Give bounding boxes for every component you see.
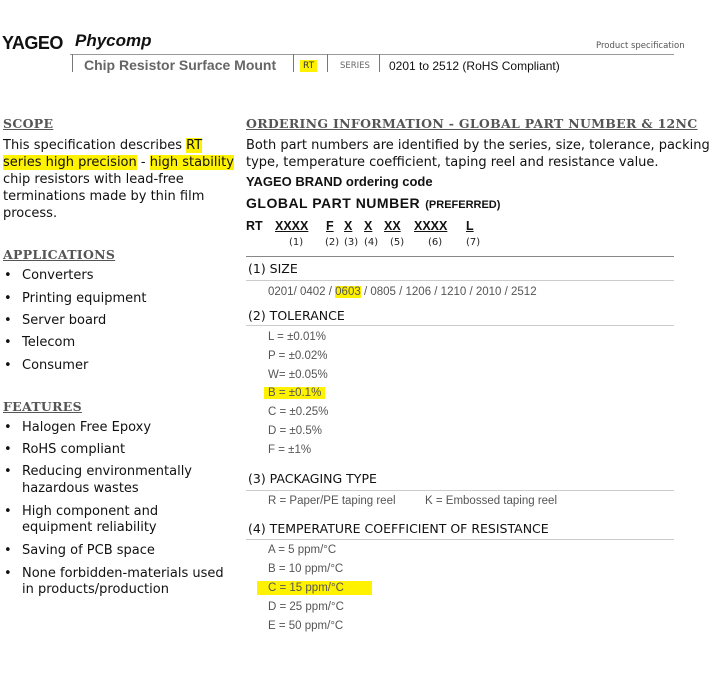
tolerance-option: C = ±0.25% [268, 406, 329, 418]
list-item: • Consumer [22, 358, 88, 373]
document-title: Chip Resistor Surface Mount [84, 57, 277, 73]
pn-index: (7) [466, 237, 481, 248]
tcr-option: E = 50 ppm/°C [268, 620, 344, 632]
tolerance-option: P = ±0.02% [268, 350, 328, 362]
size-options [268, 286, 537, 298]
tcr-option-highlighted: C = 15 ppm/°C [257, 581, 372, 595]
list-item: • Server board [22, 313, 106, 328]
scope-heading: SCOPE [3, 116, 54, 131]
gpn-title [246, 193, 500, 212]
packaging-option-k: K = Embossed taping reel [425, 495, 558, 507]
pn-part: X [344, 219, 353, 233]
header-rule [70, 54, 674, 55]
list-item: • None forbidden-materials used [22, 566, 224, 581]
pn-index: (3) [344, 237, 359, 248]
ordering-intro-2: type, temperature coefficient, taping reel and resistance value. [246, 155, 659, 170]
gpn-preferred: (PREFERRED) [425, 199, 501, 211]
series-code: RT [300, 60, 317, 72]
header-divider-1 [72, 54, 73, 72]
scope-line-3: chip resistors with lead-free [3, 172, 184, 187]
list-item: • Printing equipment [22, 291, 147, 306]
tcr-option: B = 10 ppm/°C [268, 563, 344, 575]
tolerance-option-highlighted: B = ±0.1% [264, 387, 325, 399]
list-item-continuation: equipment reliability [22, 520, 157, 535]
list-item: • Converters [22, 268, 94, 283]
tolerance-title: (2) TOLERANCE [248, 308, 345, 323]
pn-index: (5) [390, 237, 405, 248]
section-rule [246, 280, 674, 281]
tolerance-option: F = ±1% [268, 444, 312, 456]
list-item: • High component and [22, 504, 158, 519]
size-title: (1) SIZE [248, 261, 298, 276]
list-item-continuation: in products/production [22, 582, 169, 597]
pn-prefix: RT [246, 219, 263, 233]
scope-line-5: process. [3, 206, 58, 221]
size-text: / 0805 / 1206 / 1210 / 2010 / 2512 [360, 286, 537, 298]
size-highlight: 0603 [335, 286, 361, 298]
scope-line-4: terminations made by thin film [3, 189, 205, 204]
list-item: • RoHS compliant [22, 442, 125, 457]
series-range: 0201 to 2512 (RoHS Compliant) [389, 59, 560, 73]
section-rule [246, 325, 674, 326]
list-item: • Reducing environmentally [22, 464, 192, 479]
pn-part: XX [384, 219, 401, 233]
phycomp-logo: Phycomp [75, 31, 152, 50]
pn-index: (2) [325, 237, 340, 248]
scope-highlight-precision: series high precision [3, 155, 137, 170]
header-divider-4 [379, 54, 380, 72]
series-label: SERIES [340, 61, 370, 71]
applications-heading: APPLICATIONS [3, 247, 116, 262]
header-divider-3 [327, 54, 328, 72]
section-rule [246, 490, 674, 491]
tolerance-option: D = ±0.5% [268, 425, 322, 437]
scope-text: This specification describes [3, 138, 187, 153]
list-item: • Halogen Free Epoxy [22, 420, 151, 435]
tcr-title: (4) TEMPERATURE COEFFICIENT OF RESISTANCE [248, 521, 549, 536]
packaging-option-r: R = Paper/PE taping reel [268, 495, 396, 507]
pn-part: XXXX [275, 219, 309, 233]
scope-line-1 [3, 138, 202, 153]
ordering-intro-1: Both part numbers are identified by the series, size, tolerance, packing [246, 138, 710, 153]
scope-highlight-rt: RT [186, 138, 203, 153]
product-spec-label: Product specification [596, 41, 685, 51]
scope-highlight-stability: high stability [149, 155, 234, 170]
brand-ordering-code: YAGEO BRAND ordering code [246, 174, 433, 189]
scope-text: - [136, 155, 150, 170]
features-heading: FEATURES [3, 399, 82, 414]
tolerance-option: L = ±0.01% [268, 331, 326, 343]
pn-index: (1) [289, 237, 304, 248]
section-rule [246, 539, 674, 540]
pn-index: (4) [364, 237, 379, 248]
ordering-heading: ORDERING INFORMATION - GLOBAL PART NUMBER & 12NC [246, 116, 698, 131]
section-rule [246, 256, 674, 257]
packaging-title: (3) PACKAGING TYPE [248, 471, 377, 486]
pn-part: L [466, 219, 474, 233]
list-item-continuation: hazardous wastes [22, 481, 139, 496]
scope-line-2 [3, 155, 234, 170]
header-divider-2 [293, 54, 294, 72]
list-item: • Saving of PCB space [22, 543, 155, 558]
pn-part: XXXX [414, 219, 448, 233]
pn-part: X [364, 219, 373, 233]
tcr-option: D = 25 ppm/°C [268, 601, 344, 613]
pn-part: F [326, 219, 334, 233]
tcr-option: A = 5 ppm/°C [268, 544, 337, 556]
yageo-logo: YAGEO [2, 33, 63, 53]
size-text: 0201/ 0402 / [268, 286, 336, 298]
list-item: • Telecom [22, 335, 75, 350]
pn-index: (6) [428, 237, 443, 248]
tolerance-option: W= ±0.05% [268, 369, 328, 381]
gpn-title-text: GLOBAL PART NUMBER [246, 195, 421, 211]
